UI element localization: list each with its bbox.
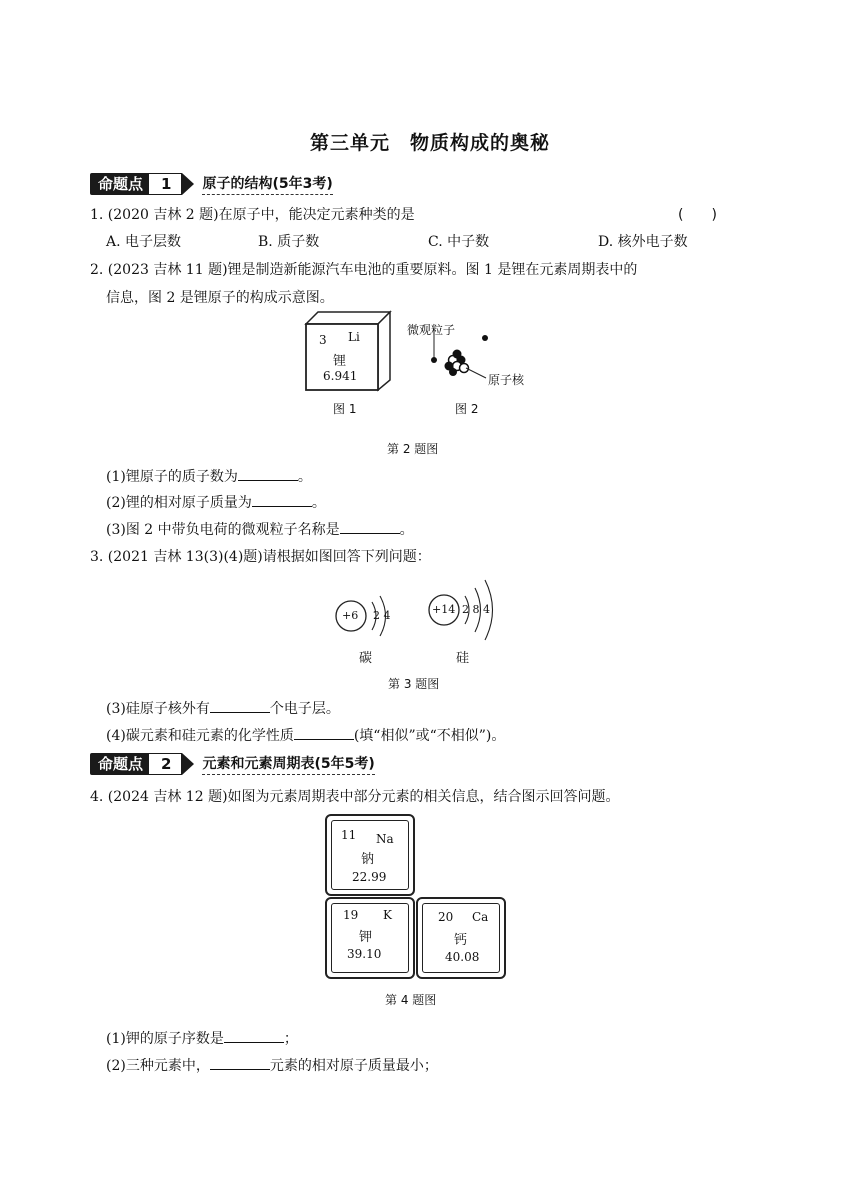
question-3-sub-3: (3)硅原子核外有 个电子层。 (106, 698, 340, 718)
question-2-stem-line1: 2. (2023 吉林 11 题)锂是制造新能源汽车电池的重要原料。图 1 是锂在元素周期表中的 (90, 262, 638, 278)
answer-blank[interactable] (252, 492, 312, 507)
lithium-symbol: Li (348, 330, 360, 344)
calcium-symbol: Ca (472, 910, 489, 924)
micro-particle-label: 微观粒子 (407, 323, 456, 337)
topic-name: 原子的结构(5年3考) (202, 173, 332, 195)
question-3-figure-caption: 第 3 题图 (388, 677, 440, 691)
topic-number: 2 (149, 753, 182, 775)
answer-blank[interactable] (210, 698, 270, 713)
figure-2-caption: 图 2 (455, 402, 479, 416)
potassium-symbol: K (383, 908, 392, 922)
potassium-mass: 39.10 (347, 947, 382, 961)
lithium-atomic-number: 3 (319, 333, 327, 347)
sodium-symbol: Na (376, 832, 394, 846)
answer-blank[interactable] (224, 1028, 284, 1043)
silicon-nucleus: +14 (432, 603, 456, 616)
element-card-calcium (416, 897, 506, 979)
question-4-stem: 4. (2024 吉林 12 题)如图为元素周期表中部分元素的相关信息，结合图示回答问题。 (90, 789, 620, 805)
carbon-name: 碳 (359, 651, 373, 666)
question-4-figure-caption: 第 4 题图 (385, 993, 437, 1007)
sodium-atomic-number: 11 (341, 828, 357, 842)
option-d: D. 核外电子数 (598, 234, 688, 250)
calcium-name: 钙 (454, 933, 468, 948)
topic-label: 命题点 (90, 173, 149, 195)
answer-blank[interactable] (238, 466, 298, 481)
option-b: B. 质子数 (258, 234, 320, 250)
element-card-potassium (325, 897, 415, 979)
topic-label: 命题点 (90, 753, 149, 775)
element-card-sodium (325, 814, 415, 896)
nucleus-label: 原子核 (488, 373, 525, 387)
calcium-atomic-number: 20 (438, 910, 454, 924)
option-a: A. 电子层数 (106, 234, 182, 250)
carbon-nucleus: +6 (342, 609, 359, 622)
question-2-stem-line2: 信息，图 2 是锂原子的构成示意图。 (106, 290, 334, 306)
carbon-shells: 2 4 (373, 609, 391, 622)
figure-1-caption: 图 1 (333, 402, 357, 416)
silicon-shells: 2 8 4 (462, 603, 490, 616)
answer-blank[interactable] (294, 725, 354, 740)
sodium-mass: 22.99 (352, 870, 387, 884)
arrow-icon (182, 753, 194, 775)
silicon-name: 硅 (456, 651, 470, 666)
question-3-sub-4: (4)碳元素和硅元素的化学性质 (填“相似”或“不相似”)。 (106, 725, 505, 745)
topic-name: 元素和元素周期表(5年5考) (202, 753, 374, 775)
page-title: 第三单元 物质构成的奥秘 (309, 132, 550, 154)
question-2-figure-caption: 第 2 题图 (387, 442, 439, 456)
topic-header-2 (90, 753, 375, 775)
answer-blank[interactable] (340, 519, 400, 534)
topic-number: 1 (149, 173, 182, 195)
potassium-name: 钾 (359, 930, 373, 945)
question-4-sub-1: (1)钾的原子序数是 ； (106, 1028, 298, 1048)
question-2-sub-2: (2)锂的相对原子质量为 。 (106, 492, 326, 512)
potassium-atomic-number: 19 (343, 908, 359, 922)
arrow-icon (182, 173, 194, 195)
question-3-stem: 3. (2021 吉林 13(3)(4)题)请根据如图回答下列问题： (90, 549, 431, 565)
question-2-sub-1: (1)锂原子的质子数为 。 (106, 466, 312, 486)
calcium-mass: 40.08 (445, 950, 480, 964)
topic-header-1 (90, 173, 333, 195)
question-2-sub-3: (3)图 2 中带负电荷的微观粒子名称是 。 (106, 519, 414, 539)
question-1-stem: 1. (2020 吉林 2 题)在原子中，能决定元素种类的是 (90, 207, 415, 223)
answer-paren: ( ) (678, 207, 717, 223)
option-c: C. 中子数 (428, 234, 490, 250)
answer-blank[interactable] (210, 1055, 270, 1070)
lithium-mass: 6.941 (323, 369, 358, 383)
question-4-sub-2: (2)三种元素中， 元素的相对原子质量最小； (106, 1055, 438, 1075)
lithium-name: 锂 (333, 354, 347, 369)
sodium-name: 钠 (361, 852, 375, 867)
